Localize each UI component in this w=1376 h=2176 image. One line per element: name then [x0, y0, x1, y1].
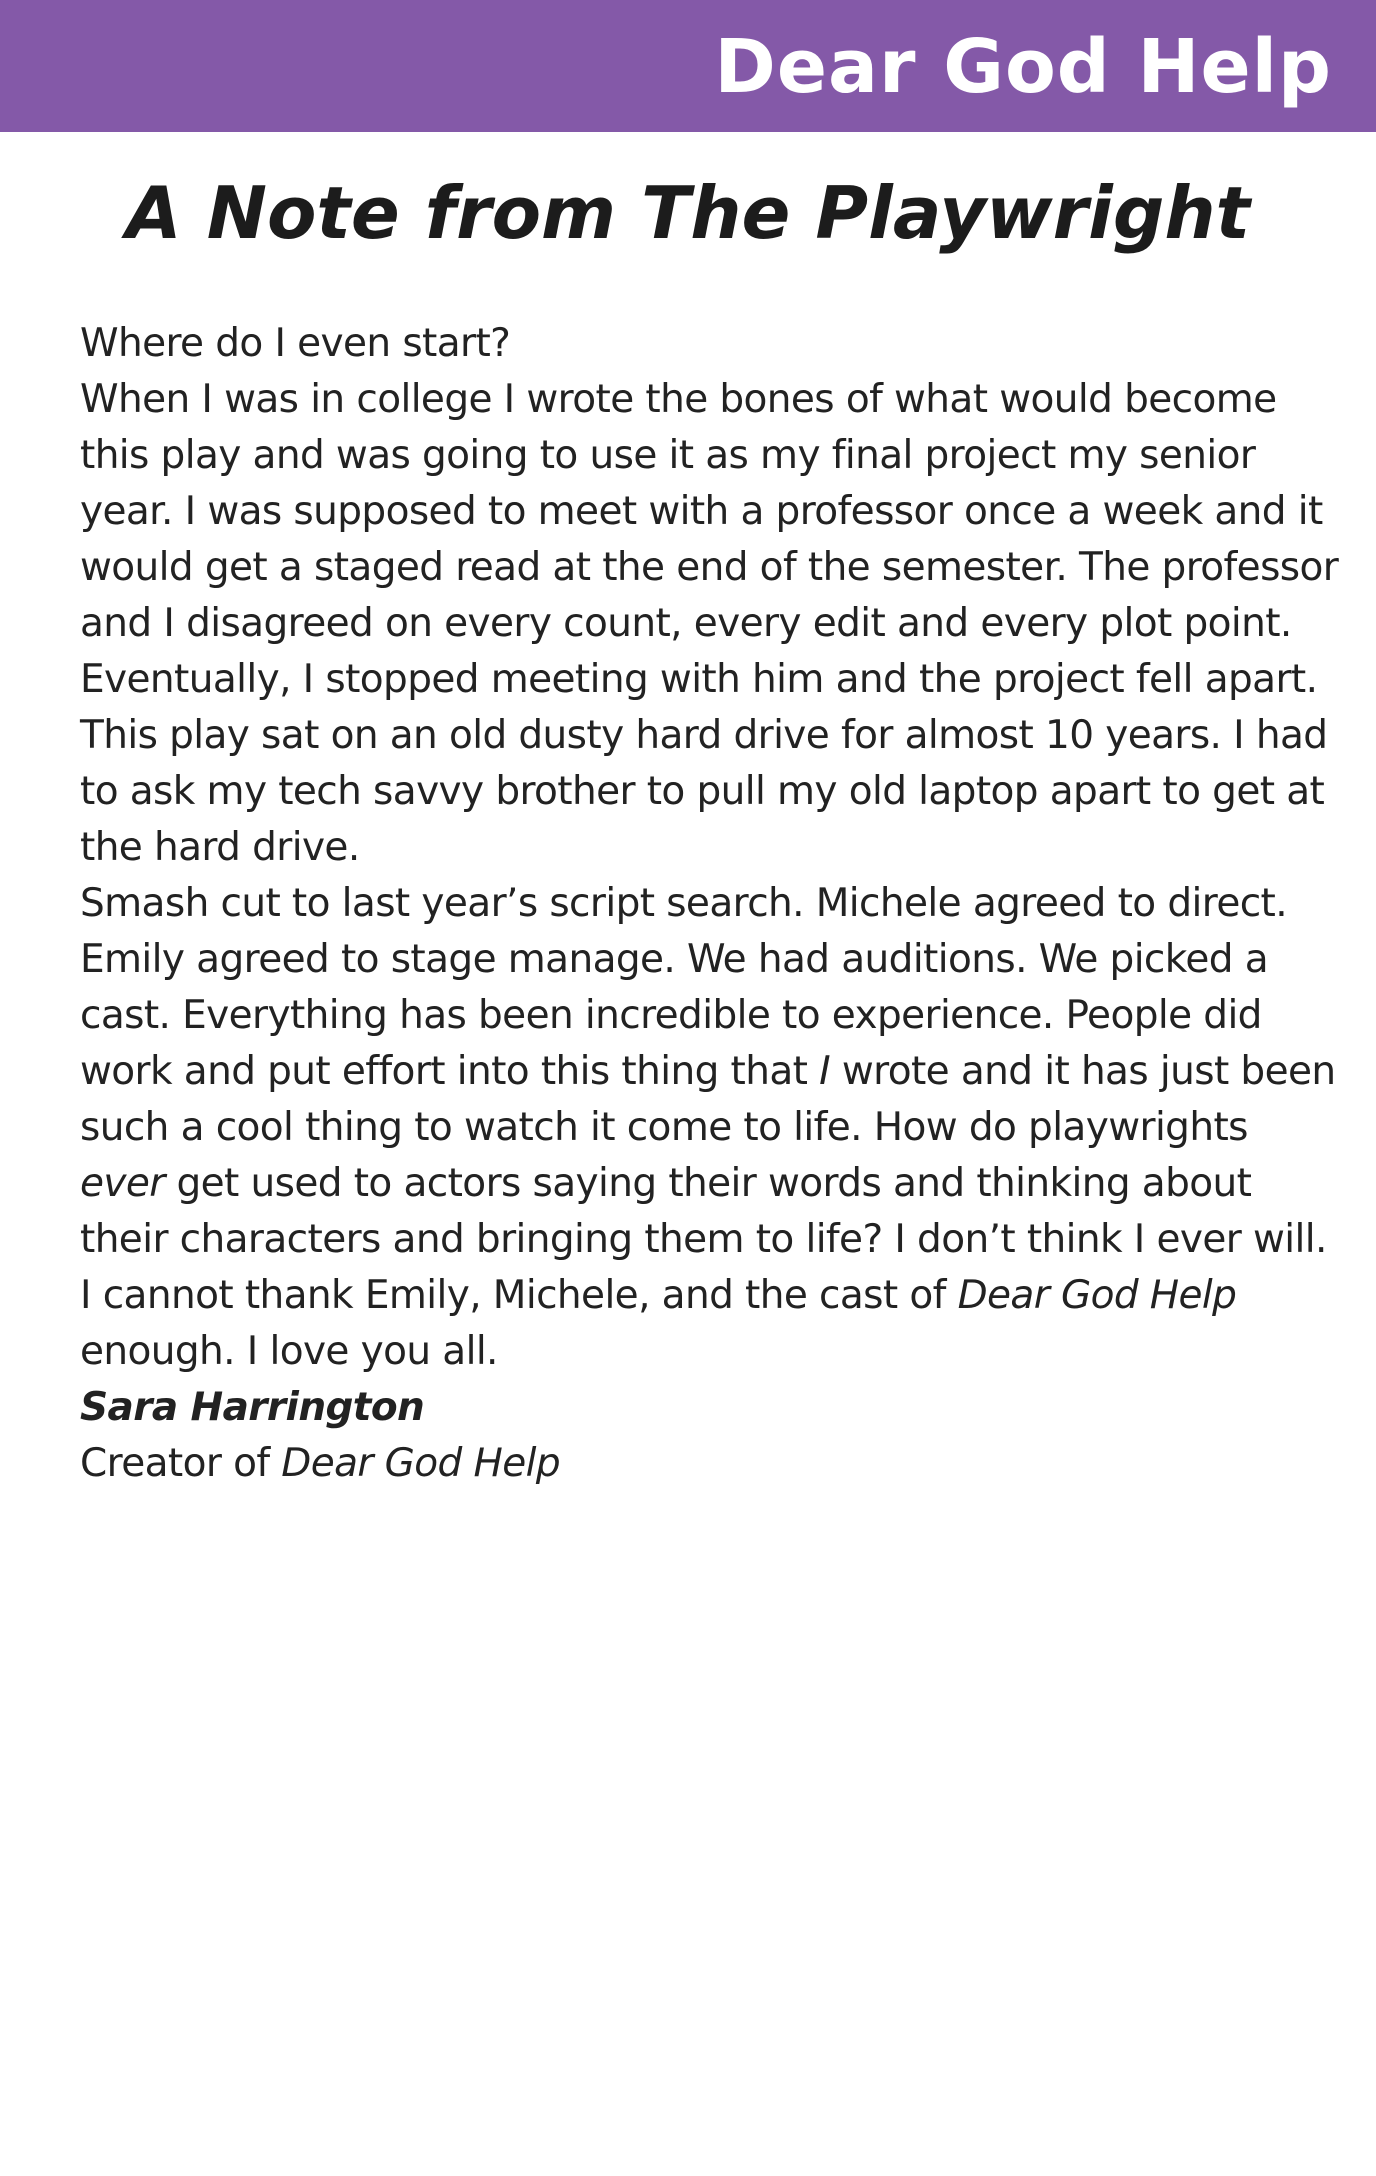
note-paragraph-production	[80, 876, 1340, 1268]
header-band	[0, 0, 1376, 132]
signature-role	[80, 1436, 1340, 1492]
note-emphasis: ever	[80, 1161, 165, 1206]
note-paragraph-hard-drive: This play sat on an old dusty hard drive for almost 10 years. I had to ask my tech savvy brother to pull my old laptop apart to get at the hard drive.	[80, 713, 1328, 870]
note-text: get used to actors saying their words and thinking about their characters and bringing them to life? I don’t think I ever will.	[80, 1161, 1327, 1262]
show-title: Dear God Help	[714, 24, 1332, 110]
play-title-italic: Dear God Help	[957, 1273, 1237, 1318]
note-text: enough. I love you all.	[80, 1329, 498, 1374]
role-text: Creator of	[80, 1441, 282, 1486]
note-paragraph-thanks	[80, 1268, 1340, 1380]
note-text: wrote and it has just been such a cool thing to watch it come to life. How do playwrights	[80, 1049, 1336, 1150]
note-text: Smash cut to last year’s script search. Michele agreed to direct. Emily agreed to stage manage. We had auditions. We picked a cast. Everything has been incredible to experience. People did work and put effort into this thing that	[80, 881, 1288, 1094]
note-body	[80, 316, 1340, 1492]
note-emphasis: I	[819, 1049, 831, 1094]
page-title: A Note from The Playwright	[125, 171, 1251, 255]
note-paragraph-college: When I was in college I wrote the bones of what would become this play and was going to use it as my final project my senior year. I was supposed to meet with a professor once a week and it would get a staged read at the end of the semester. The professor and I disagreed on every count, every edit and every plot point. Eventually, I stopped meeting with him and the project fell apart.	[80, 377, 1339, 702]
note-paragraph-opening: Where do I even start?	[80, 321, 511, 366]
note-text: I cannot thank Emily, Michele, and the cast of	[80, 1273, 958, 1318]
signature-name: Sara Harrington	[80, 1385, 425, 1430]
play-title-italic: Dear God Help	[281, 1441, 560, 1486]
